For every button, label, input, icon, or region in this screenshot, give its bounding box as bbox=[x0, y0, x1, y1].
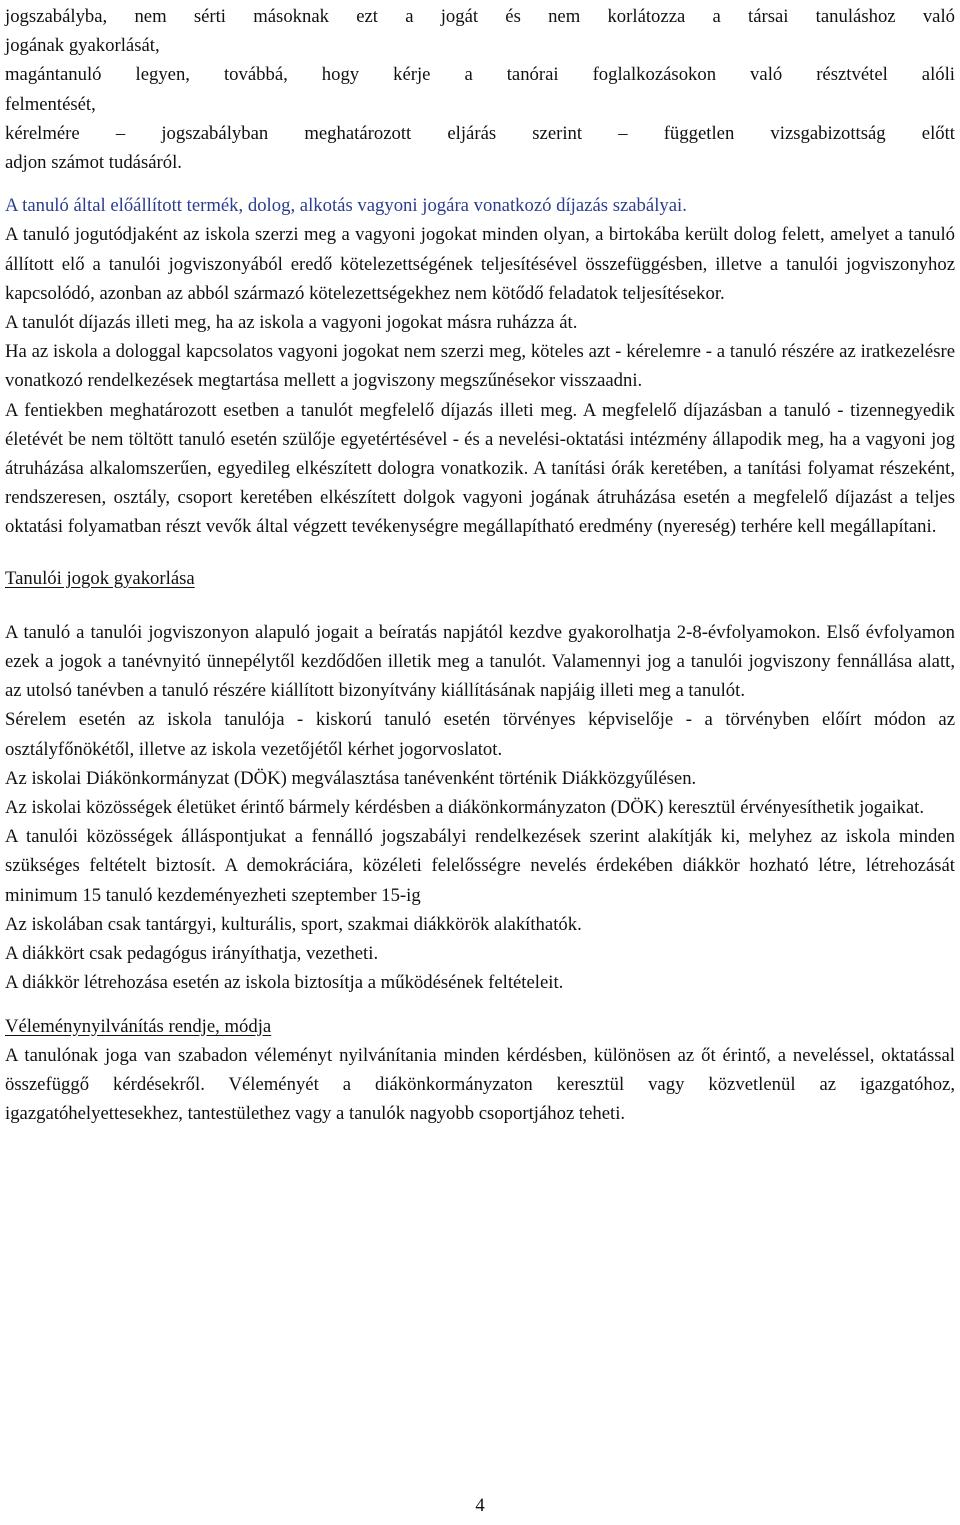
intro-line: magántanuló legyen, továbbá, hogy kérje a tanórai foglalkozásokon való résztvétel alóli bbox=[5, 64, 955, 86]
rights-paragraph: Az iskolai Diákönkormányzat (DÖK) megválasztása tanévenként történik Diákközgyűlésen. bbox=[5, 767, 697, 789]
opinion-heading: Véleménynyilvánítás rendje, módja bbox=[5, 1015, 272, 1037]
rights-paragraph: A tanuló a tanulói jogviszonyon alapuló jogait a beíratás napjától kezdve gyakorolhatja 2-8-évfolyamokon. Első évfolyamon ezek a jogok a tanévnyitó ünnepélytől kezdődően illetik meg a tanulót. Valamennyi jog a tanulói jogviszony fennállása alatt, az utolsó tanévben a tanuló részére kiállított bizonyítvány kiállításának napjáig illeti meg a tanulót. bbox=[5, 621, 955, 702]
ownership-heading: A tanuló által előállított termék, dolog, alkotás vagyoni jogára vonatkozó díjazás szabályai. bbox=[5, 195, 687, 217]
opinion-paragraph: A tanulónak joga van szabadon véleményt nyilvánítania minden kérdésben, különösen az őt érintő, a neveléssel, oktatással összefüggő kérdésekről. Véleményét a diákönkormányzaton keresztül vagy közvetlenül az igazgatóhoz, igazgatóhelyettesekhez, tantestülethez vagy a tanulók nagyobb csoportjához teheti. bbox=[5, 1044, 955, 1125]
rights-paragraph: A diákkör létrehozása esetén az iskola biztosítja a működésének feltételeit. bbox=[5, 972, 564, 994]
intro-line: kérelmére – jogszabályban meghatározott eljárás szerint – független vizsgabizottság előtt bbox=[5, 122, 955, 144]
ownership-paragraph: Ha az iskola a dologgal kapcsolatos vagyoni jogokat nem szerzi meg, köteles azt - kérelemre - a tanuló részére az iratkezelésre vonatkozó rendelkezések megtartása mellett a jogviszony megszűnésekor visszaadni. bbox=[5, 341, 955, 392]
rights-paragraph: A diákkört csak pedagógus irányíthatja, vezetheti. bbox=[5, 943, 379, 965]
rights-paragraph: A tanulói közösségek álláspontjukat a fennálló jogszabályi rendelkezések szerint alakítják ki, melyhez az iskola minden szükséges feltételt biztosít. A demokráciára, közéleti felelősségre nevelés érdekében diákkör hozható létre, létrehozását minimum 15 tanuló kezdeményezheti szeptember 15-ig bbox=[5, 826, 955, 906]
page-number: 4 bbox=[475, 1495, 485, 1516]
rights-heading: Tanulói jogok gyakorlása bbox=[5, 567, 195, 589]
rights-paragraph: Az iskolában csak tantárgyi, kulturális, sport, szakmai diákkörök alakíthatók. bbox=[5, 913, 582, 935]
intro-line: jogának gyakorlását, bbox=[5, 35, 160, 57]
intro-line: jogszabályba, nem sérti másoknak ezt a jogát és nem korlátozza a társai tanuláshoz való bbox=[5, 6, 955, 27]
ownership-paragraph: A fentiekben meghatározott esetben a tanulót megfelelő díjazás illeti meg. A megfelelő díjazásban a tanuló - tizennegyedik életévét be nem töltött tanuló esetén szülője egyetértésével - és a nevelési-oktatási intézmény állapodik meg, ha a vagyoni jog átruházása alkalomszerűen, egyedileg elkészített dologra vonatkozik. A tanítási órák keretében, a tanítási folyamat részeként, rendszeresen, osztály, csoport keretében elkészített dolgok vagyoni jogának átruházása esetén a megfelelő díjazást a teljes oktatási folyamatban részt vevők által végzett tevékenységre megállapítható eredmény (nyereség) terhére kell megállapítani. bbox=[5, 399, 955, 538]
intro-line: felmentését, bbox=[5, 93, 96, 115]
intro-line: adjon számot tudásáról. bbox=[5, 152, 182, 174]
rights-paragraph: Az iskolai közösségek életüket érintő bármely kérdésben a diákönkormányzaton (DÖK) keresztül érvényesíthetik jogaikat. bbox=[5, 797, 925, 819]
intro-list-continuation bbox=[5, 2, 955, 177]
ownership-paragraph: A tanuló jogutódjaként az iskola szerzi meg a vagyoni jogokat minden olyan, a birtokába került dolog felett, amelyet a tanuló állított elő a tanulói jogviszonyából eredő kötelezettségének teljesítésével összefüggésben, illetve a tanulói jogviszonyhoz kapcsolódó, azonban az abból származó kötelezettségekhez nem kötődő feladatok teljesítésekor. bbox=[5, 224, 955, 304]
ownership-paragraph: A tanulót díjazás illeti meg, ha az iskola a vagyoni jogokat másra ruházza át. bbox=[5, 312, 578, 334]
document-page bbox=[5, 2, 955, 1128]
rights-paragraph: Sérelem esetén az iskola tanulója - kiskorú tanuló esetén törvényes képviselője - a törvényben előírt módon az osztályfőnökétől, illetve az iskola vezetőjétől kérhet jogorvoslatot. bbox=[5, 709, 955, 760]
